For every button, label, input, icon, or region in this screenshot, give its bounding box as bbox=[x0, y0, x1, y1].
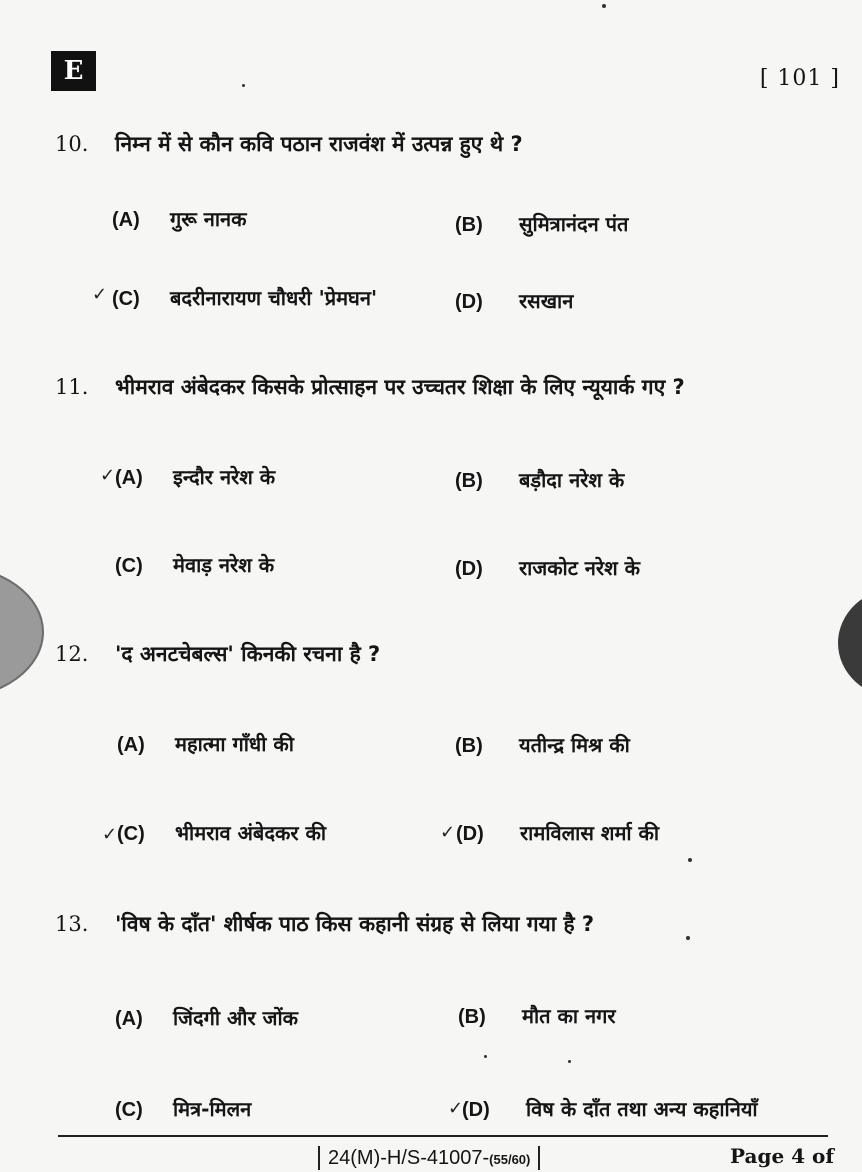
option-text: मौत का नगर bbox=[522, 1004, 616, 1028]
option-text: महात्मा गाँधी की bbox=[175, 732, 294, 756]
speck bbox=[688, 858, 692, 862]
option-label: (A) bbox=[115, 467, 143, 489]
option-label: (C) bbox=[112, 288, 140, 310]
option-label: (D) bbox=[455, 558, 483, 580]
question-text: भीमराव अंबेदकर किसके प्रोत्साहन पर उच्चतर शिक्षा के लिए न्यूयार्क गए ? bbox=[115, 375, 685, 399]
option-label: (D) bbox=[462, 1099, 490, 1121]
question-10 bbox=[55, 130, 523, 158]
option-13-a[interactable] bbox=[115, 1004, 298, 1031]
option-text: यतीन्द्र मिश्र की bbox=[519, 733, 630, 757]
paper-code-text: 24(M)-H/S-41007- bbox=[328, 1147, 490, 1169]
tick-mark-icon: ✓ bbox=[440, 822, 456, 843]
option-11-d[interactable] bbox=[455, 554, 640, 581]
option-13-b[interactable] bbox=[458, 1002, 616, 1029]
option-text: विष के दाँत तथा अन्य कहानियाँ bbox=[526, 1097, 758, 1121]
question-number: 10. bbox=[55, 132, 89, 156]
left-overlay-circle bbox=[0, 565, 44, 699]
page-number: Page 4 of bbox=[730, 1144, 834, 1168]
right-overlay-circle bbox=[838, 588, 862, 698]
option-13-d[interactable] bbox=[462, 1095, 758, 1122]
set-badge: E bbox=[51, 51, 96, 91]
option-10-a[interactable] bbox=[112, 205, 247, 232]
question-text: निम्न में से कौन कवि पठान राजवंश में उत्पन्न हुए थे ? bbox=[115, 132, 523, 156]
option-label: (B) bbox=[458, 1006, 486, 1028]
option-text: जिंदगी और जोंक bbox=[173, 1006, 299, 1030]
option-12-c[interactable] bbox=[117, 819, 326, 846]
option-text: रामविलास शर्मा की bbox=[520, 821, 660, 845]
option-label: (C) bbox=[115, 1099, 143, 1121]
option-label: (D) bbox=[456, 823, 484, 845]
option-text: सुमित्रानंदन पंत bbox=[519, 212, 629, 236]
option-text: रसखान bbox=[519, 289, 574, 313]
speck bbox=[602, 4, 606, 8]
option-12-b[interactable] bbox=[455, 731, 630, 758]
option-10-c[interactable] bbox=[112, 284, 377, 311]
option-label: (D) bbox=[455, 291, 483, 313]
option-label: (A) bbox=[115, 1008, 143, 1030]
question-11 bbox=[55, 373, 685, 401]
question-number: 11. bbox=[55, 375, 89, 399]
option-text: बड़ौदा नरेश के bbox=[519, 468, 625, 492]
sheet-count: (55/60) bbox=[489, 1152, 531, 1167]
question-text: 'विष के दाँत' शीर्षक पाठ किस कहानी संग्रह से लिया गया है ? bbox=[115, 912, 595, 936]
option-label: (B) bbox=[455, 470, 483, 492]
option-10-d[interactable] bbox=[455, 287, 573, 314]
tick-mark-icon: ✓ bbox=[92, 284, 108, 305]
option-label: (C) bbox=[117, 823, 145, 845]
option-11-a[interactable] bbox=[115, 463, 275, 490]
speck bbox=[568, 1060, 571, 1063]
option-12-d[interactable] bbox=[456, 819, 659, 846]
option-label: (B) bbox=[455, 735, 483, 757]
option-text: गुरू नानक bbox=[170, 207, 247, 231]
tick-mark-icon: ✓ bbox=[448, 1098, 464, 1119]
question-number: 12. bbox=[55, 642, 89, 666]
option-text: मित्र-मिलन bbox=[173, 1097, 252, 1121]
option-text: मेवाड़ नरेश के bbox=[173, 553, 275, 577]
question-code: [ 101 ] bbox=[759, 66, 840, 91]
paper-code bbox=[318, 1146, 540, 1170]
speck bbox=[242, 84, 245, 87]
speck bbox=[686, 936, 690, 940]
tick-mark-icon: ✓ bbox=[102, 824, 118, 845]
option-13-c[interactable] bbox=[115, 1095, 251, 1122]
question-12 bbox=[55, 640, 380, 668]
option-label: (A) bbox=[117, 734, 145, 756]
question-text: 'द अनटचेबल्स' किनकी रचना है ? bbox=[115, 642, 381, 666]
speck bbox=[484, 1055, 487, 1058]
option-label: (A) bbox=[112, 209, 140, 231]
option-text: भीमराव अंबेदकर की bbox=[175, 821, 327, 845]
option-text: इन्दौर नरेश के bbox=[173, 465, 276, 489]
option-10-b[interactable] bbox=[455, 210, 628, 237]
option-text: बदरीनारायण चौधरी 'प्रेमघन' bbox=[170, 286, 378, 310]
option-11-c[interactable] bbox=[115, 551, 274, 578]
option-text: राजकोट नरेश के bbox=[519, 556, 640, 580]
option-label: (C) bbox=[115, 555, 143, 577]
option-label: (B) bbox=[455, 214, 483, 236]
option-11-b[interactable] bbox=[455, 466, 624, 493]
tick-mark-icon: ✓ bbox=[100, 465, 116, 486]
question-13 bbox=[55, 910, 594, 938]
footer-rule bbox=[58, 1135, 828, 1137]
question-number: 13. bbox=[55, 912, 89, 936]
option-12-a[interactable] bbox=[117, 730, 294, 757]
